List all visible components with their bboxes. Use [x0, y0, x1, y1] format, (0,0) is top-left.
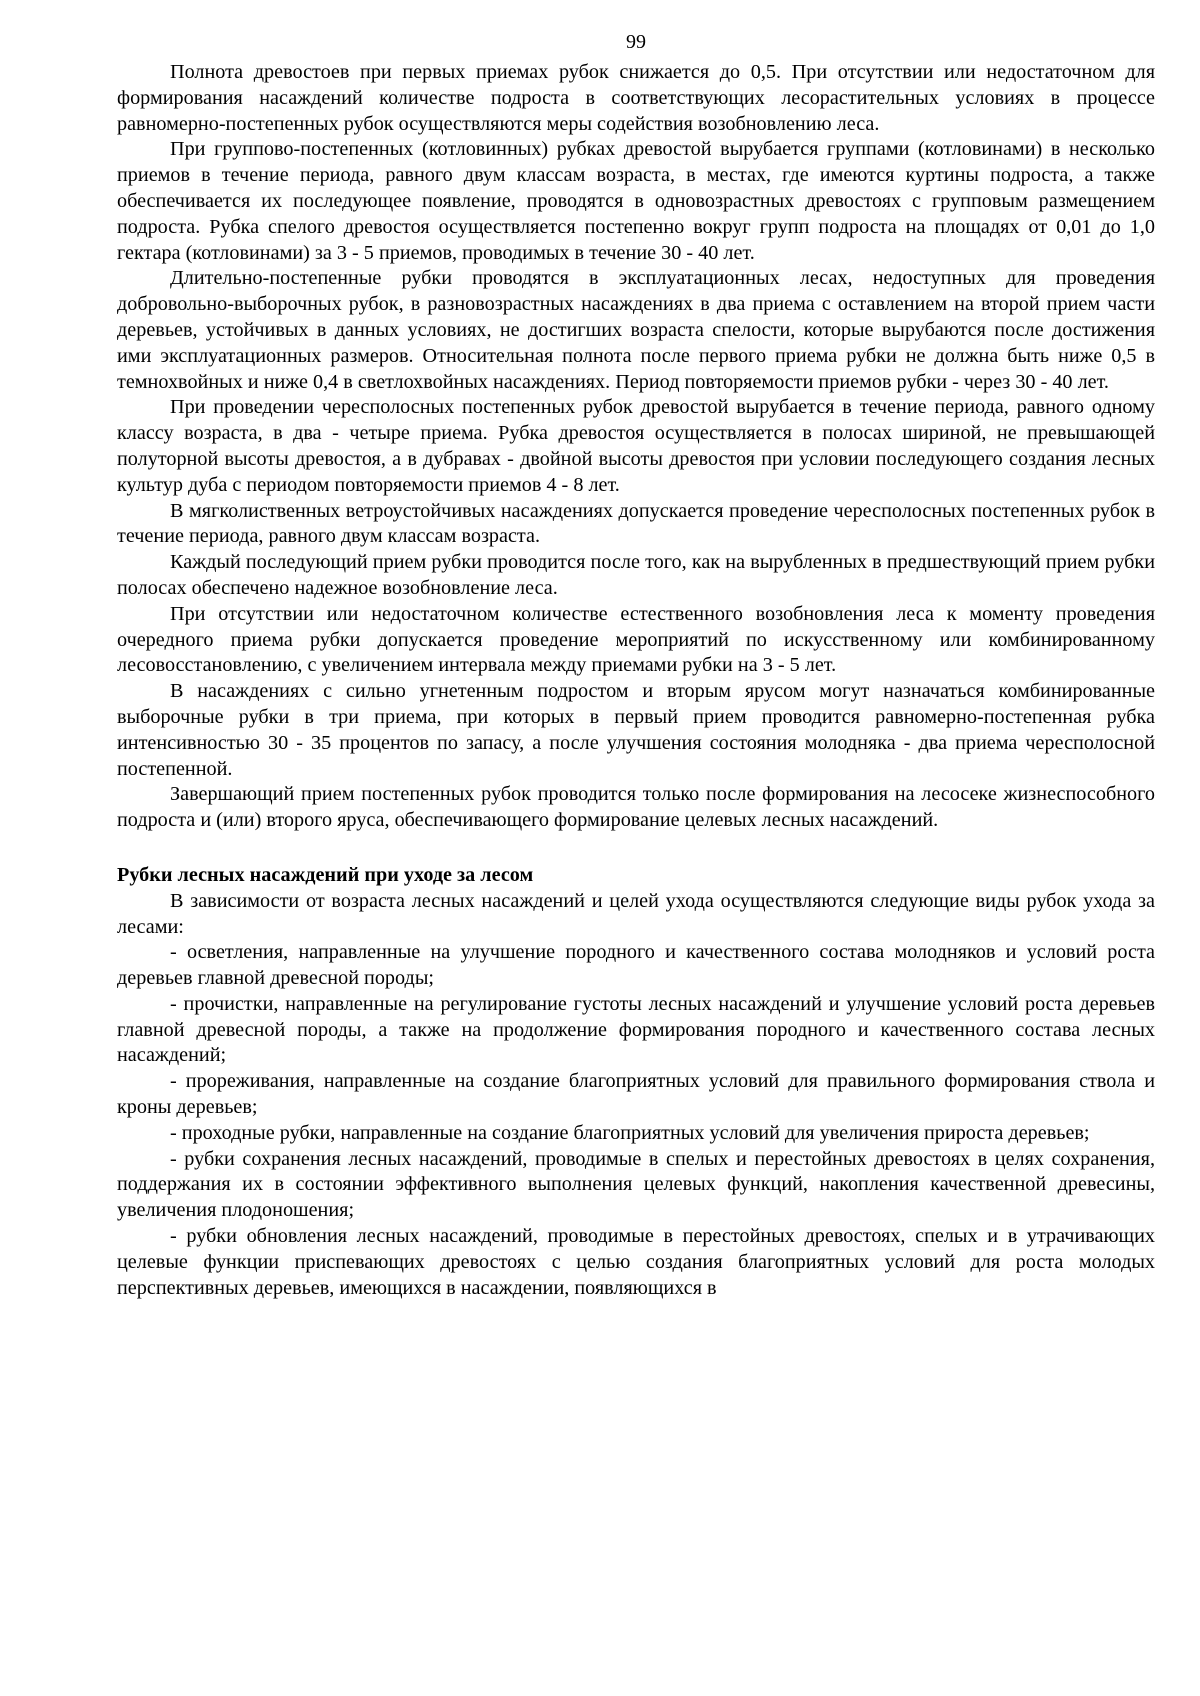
paragraph: В зависимости от возраста лесных насаждений и целей ухода осуществляются следующие виды рубок ухода за лесами: — [117, 889, 1155, 938]
list-item: - проходные рубки, направленные на создание благоприятных условий для увеличения прироста деревьев; — [170, 1121, 1090, 1144]
paragraph: При проведении чересполосных постепенных рубок древостой вырубается в течение периода, равного одному классу возраста, в два - четыре приема. Рубка древостоя осуществляется в полосах шириной, не превышающей полуторной высоты древостоя, а в дубравах - двойной высоты древостоя при условии последующего создания лесных культур дуба с периодом повторяемости приемов 4 - 8 лет. — [117, 396, 1155, 496]
section-heading: Рубки лесных насаждений при уходе за лесом — [117, 863, 534, 886]
list-item: - осветления, направленные на улучшение породного и качественного состава молодняков и условий роста деревьев главной древесной породы; — [117, 941, 1155, 990]
list-item: - прореживания, направленные на создание благоприятных условий для правильного формирования ствола и кроны деревьев; — [117, 1070, 1155, 1119]
section-body-before-heading — [117, 60, 1155, 834]
page-number: 99 — [626, 31, 646, 53]
section-body-after-heading — [117, 889, 1155, 1302]
paragraph: В насаждениях с сильно угнетенным подростом и вторым ярусом могут назначаться комбинированные выборочные рубки в три приема, при которых в первый прием проводится равномерно-постепенная рубка интенсивностью 30 - 35 процентов по запасу, а после улучшения состояния молодняка - два приема чересполосной постепенной. — [117, 680, 1155, 780]
list-item: - рубки сохранения лесных насаждений, проводимые в спелых и перестойных древостоях в целях сохранения, поддержания их в состоянии эффективного выполнения целевых функций, накопления качественной древесины, увеличения плодоношения; — [117, 1147, 1155, 1222]
paragraph: Завершающий прием постепенных рубок проводится только после формирования на лесосеке жизнеспособного подроста и (или) второго яруса, обеспечивающего формирование целевых лесных насаждений. — [117, 783, 1155, 832]
paragraph: При группово-постепенных (котловинных) рубках древостой вырубается группами (котловинами) в несколько приемов в течение периода, равного двум классам возраста, в местах, где имеются куртины подроста, а также обеспечивается их последующее появление, проводятся в одновозрастных древостоях с групповым размещением подроста. Рубка спелого древостоя осуществляется постепенно вокруг групп подроста на площадях от 0,01 до 1,0 гектара (котловинами) за 3 - 5 приемов, проводимых в течение 30 - 40 лет. — [117, 138, 1155, 264]
paragraph: При отсутствии или недостаточном количестве естественного возобновления леса к моменту проведения очередного приема рубки допускается проведение мероприятий по искусственному или комбинированному лесовосстановлению, с увеличением интервала между приемами рубки на 3 - 5 лет. — [117, 602, 1155, 677]
document-page — [117, 28, 1155, 1301]
list-item: - прочистки, направленные на регулирование густоты лесных насаждений и улучшение условий роста деревьев главной древесной породы, а также на продолжение формирования породного и качественного состава лесных насаждений; — [117, 992, 1155, 1067]
list-item: - рубки обновления лесных насаждений, проводимые в перестойных древостоях, спелых и в утрачивающих целевые функции приспевающих древостоях с целью создания благоприятных условий для роста молодых перспективных деревьев, имеющихся в насаждении, появляющихся в — [117, 1225, 1155, 1299]
paragraph: В мягколиственных ветроустойчивых насаждениях допускается проведение чересполосных постепенных рубок в течение периода, равного двум классам возраста. — [117, 499, 1155, 548]
paragraph: Каждый последующий прием рубки проводится после того, как на вырубленных в предшествующий прием рубки полосах обеспечено надежное возобновление леса. — [117, 551, 1155, 599]
paragraph: Длительно-постепенные рубки проводятся в эксплуатационных лесах, недоступных для проведения добровольно-выборочных рубок, в разновозрастных насаждениях в два приема с оставлением на второй прием части деревьев, устойчивых в данных условиях, не достигших возраста спелости, которые вырубаются после достижения ими эксплуатационных размеров. Относительная полнота после первого приема рубки не должна быть ниже 0,5 в темнохвойных и ниже 0,4 в светлохвойных насаждениях. Период повторяемости приемов рубки - через 30 - 40 лет. — [117, 267, 1155, 393]
paragraph: Полнота древостоев при первых приемах рубок снижается до 0,5. При отсутствии или недостаточном для формирования насаждений количестве подроста в соответствующих лесорастительных условиях в процессе равномерно-постепенных рубок осуществляются меры содействия возобновлению леса. — [117, 61, 1155, 135]
